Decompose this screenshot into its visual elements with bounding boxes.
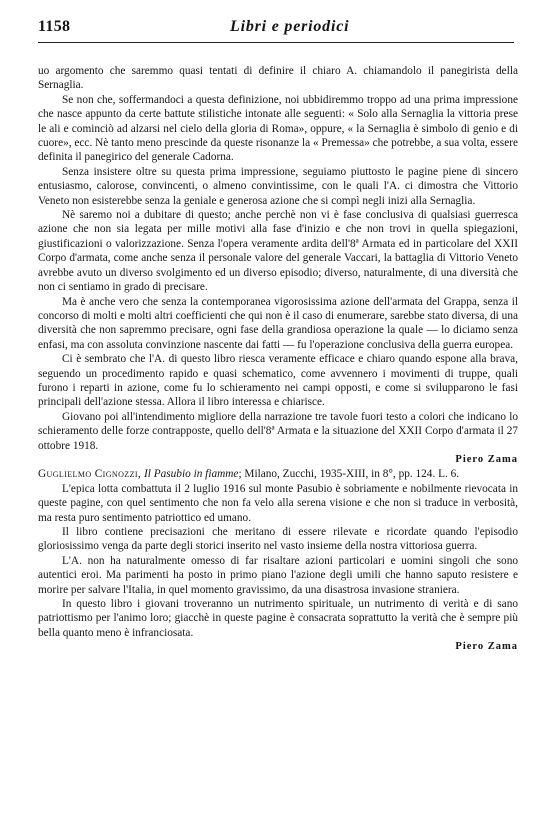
paragraph: Il libro contiene precisazioni che meritano di essere rilevate e ricordate quando l'episodio gloriosissimo venga da parte degli storici inserito nel vasto insieme della nostra vittoriosa guerra. — [38, 526, 518, 553]
paragraph: Giovano poi all'intendimento migliore della narrazione tre tavole fuori testo a colori che indicano lo schieramento delle forze contrapposte, quello dell'8ª Armata e la situazione del XXII Corpo d'armata il 27 ottobre 1918. — [38, 410, 518, 452]
page-header — [38, 18, 514, 48]
review-pasubio — [38, 467, 518, 654]
paragraph: Nè saremo noi a dubitare di questo; anche perchè non vi è fase conclusiva di qualsiasi guerresca azione che non sia legata per mille motivi alla fase d'inizio e che non trovi in quella spiegazioni, giustificazioni o valorizzazione. Senza l'opera veramente ardita dell'8ª Armata ed in particolare del XXII Corpo d'armata, come anche senza il personale valore del generale Vaccari, la battaglia di Vittorio Veneto avrebbe avuto un diverso svolgimento ed un diverso episodio; diverso, naturalmente, di una diversità che non ci sentiamo in grado di precisare. — [38, 209, 518, 294]
paragraph: Ma è anche vero che senza la contemporanea vigorosissima azione dell'armata del Grappa, senza il concorso di molti e molti altri coefficienti che qui non è il caso di enumerare, sarebbe stato diversa, di una diversità che non sapremmo precisare, ogni fase della grandiosa operazione la quale — lo diciamo senza enfasi, ma con assoluta convinzione nascente dai fatti — fu l'operazione conclusiva della guerra europea. — [38, 295, 518, 351]
paragraph: L'A. non ha naturalmente omesso di far risaltare azioni particolari e uomini singoli che sono autentici eroi. Ma parimenti ha posto in primo piano l'azione degli umili che hanno saputo resistere e morire per salvare l'Italia, in quel momento gravissimo, da una disastrosa invasione straniera. — [38, 554, 518, 596]
paragraph: Senza insistere oltre su questa prima impressione, seguiamo piuttosto le pagine piene di sincero entusiasmo, calorose, convincenti, o almeno convintissime, con le quali l'A. ci dimostra che Vittorio Veneto non esisterebbe senza la geniale e generosa azione che si compì negli inizi alla Sernaglia. — [38, 165, 518, 207]
reviewer-signature: Piero Zama — [455, 641, 518, 653]
reviewer-signature: Piero Zama — [455, 453, 518, 465]
paragraph: L'epica lotta combattuta il 2 luglio 1916 sul monte Pasubio è sobriamente e nobilmente rievocata in queste pagine, con quel sentimento che non fa velo alla serena visione e che non si traduce in verbosità, ma resta puro sentimento patriottico ed umano. — [38, 482, 518, 524]
book-title: Il Pasubio in fiamme — [143, 468, 239, 481]
paragraph: In questo libro i giovani troveranno un nutrimento spirituale, un nutrimento di verità e di sano patriottismo per l'animo loro; giacchè in queste pagine è consacrata soprattutto la verità che è sempre più bella quanto meno è infranciosata. — [38, 598, 518, 639]
paragraph: Se non che, soffermandoci a questa definizione, noi ubbidiremmo troppo ad una prima impressione che nasce appunto da certe battute stilistiche intonate alle seguenti: « Solo alla Sernaglia la vittoria prese le ali e cominciò ad alzarsi nel cielo della gloria di Roma», oppure, « la Sernaglia è simbolo di genio e di cuore», ecc. Nè tanto meno prescinde da queste risonanze la « Premessa» che potrebbe, a sua volta, essere definita il panegirico del generale Cadorna. — [38, 93, 518, 164]
paragraph: uo argomento che saremmo quasi tentati di definire il chiaro A. chiamandolo il panegirista della Sernaglia. — [38, 65, 518, 92]
running-head: Libri e periodici — [230, 18, 350, 35]
page-body — [38, 64, 518, 655]
page-number: 1158 — [38, 18, 71, 35]
book-publication: ; Milano, Zucchi, 1935-XIII, in 8°, pp. 124. L. 6. — [238, 468, 460, 481]
paragraph: Ci è sembrato che l'A. di questo libro riesca veramente efficace e chiaro quando espone alla brava, seguendo un procedimento rapido e quasi schematico, come avvennero i movimenti di truppe, quali furono i reparti in azione, come fu lo schieramento nei campi opposti, e come si svilupparono le fasi principali dell'azione stessa. Allora il libro interessa e chiarisce. — [38, 353, 518, 409]
book-citation — [38, 467, 518, 481]
header-rule — [38, 42, 514, 43]
book-author: Guglielmo Cignozzi, — [38, 468, 142, 481]
review-sernaglia — [38, 64, 518, 467]
